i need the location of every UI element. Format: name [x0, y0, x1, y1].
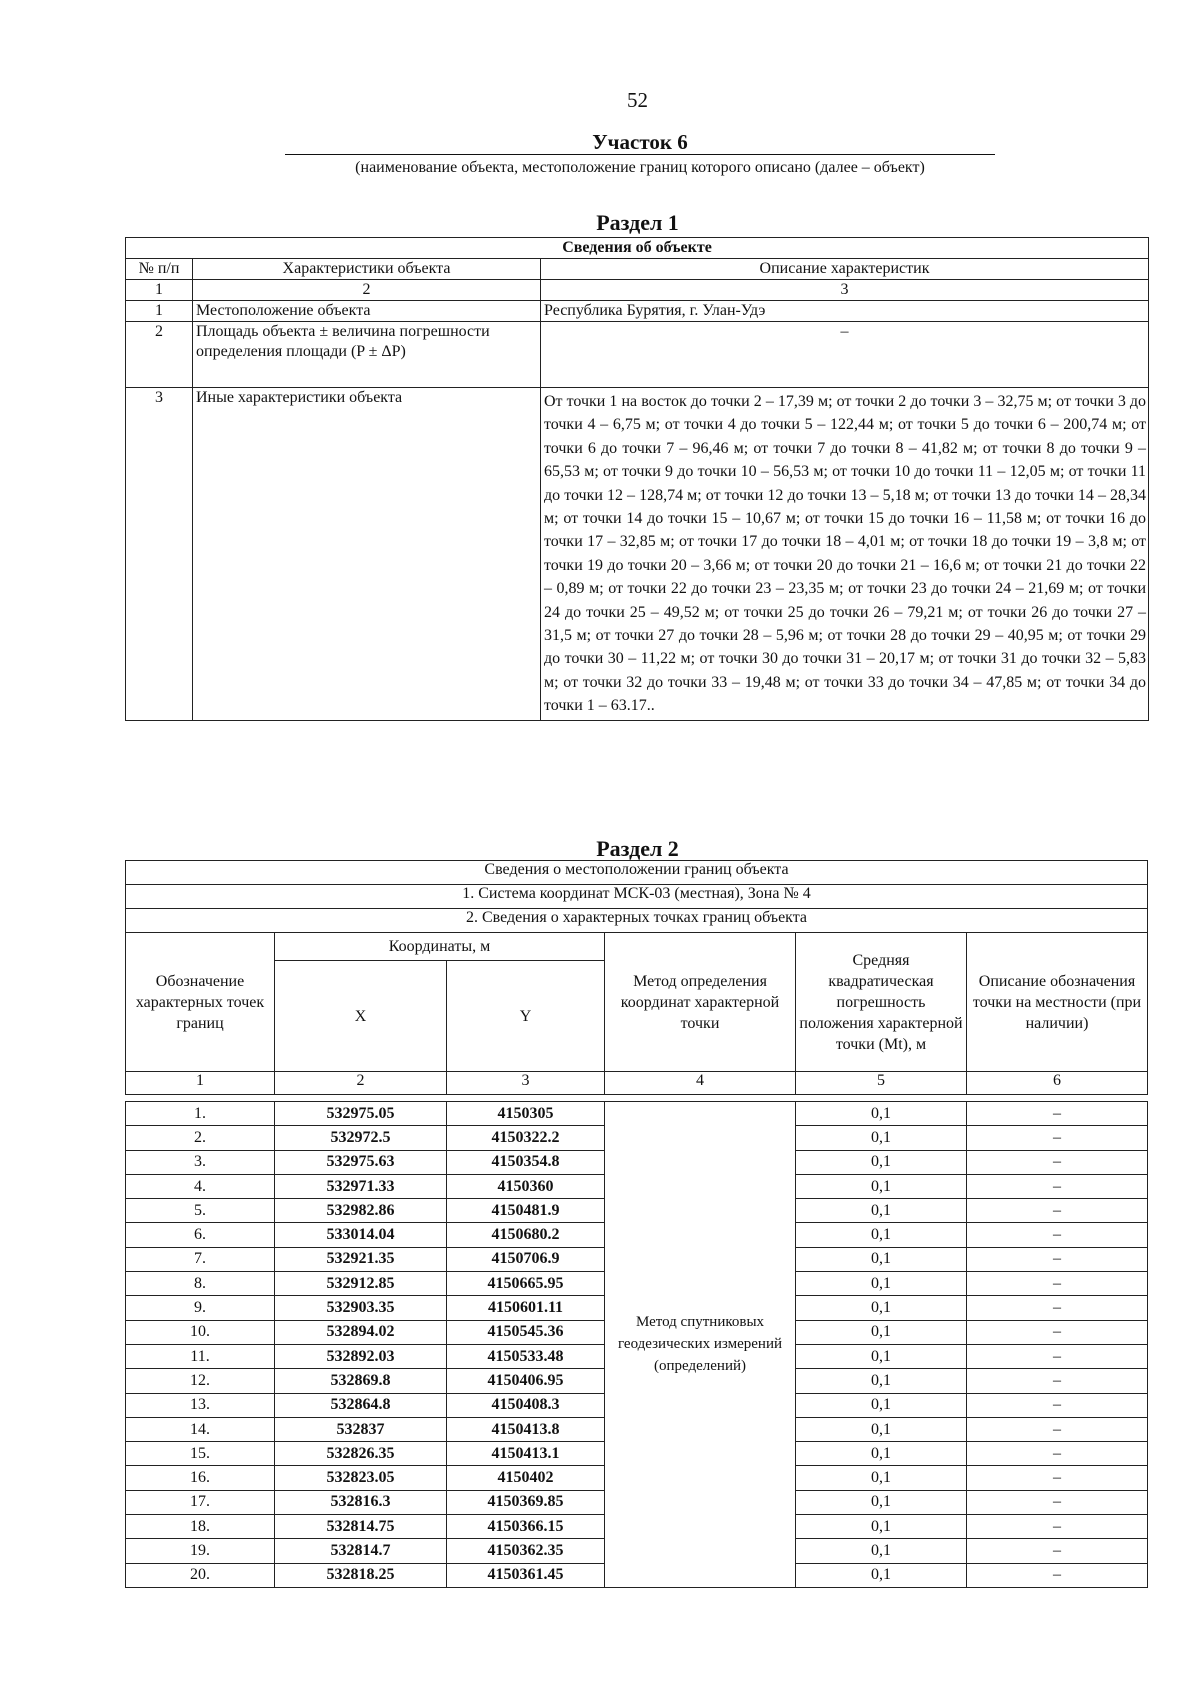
header-error: Средняя квадратическая погрешность положения характерной точки (Mt), м [796, 933, 967, 1072]
index-row [126, 280, 1149, 301]
point-error: 0,1 [796, 1199, 967, 1223]
point-description: – [967, 1563, 1148, 1587]
point-error: 0,1 [796, 1466, 967, 1490]
point-x: 532892.03 [275, 1344, 447, 1368]
point-error: 0,1 [796, 1344, 967, 1368]
point-description: – [967, 1126, 1148, 1150]
point-error: 0,1 [796, 1296, 967, 1320]
point-error: 0,1 [796, 1272, 967, 1296]
point-y: 4150322.2 [447, 1126, 605, 1150]
object-info-table [125, 237, 1149, 721]
point-number: 17. [126, 1490, 275, 1514]
point-x: 532903.35 [275, 1296, 447, 1320]
point-y: 4150408.3 [447, 1393, 605, 1417]
table-title: Сведения об объекте [126, 238, 1149, 259]
point-description: – [967, 1199, 1148, 1223]
point-error: 0,1 [796, 1247, 967, 1271]
point-x: 532894.02 [275, 1320, 447, 1344]
point-error: 0,1 [796, 1563, 967, 1587]
coord-system: 1. Система координат МСК-03 (местная), Зона № 4 [126, 885, 1148, 909]
point-y: 4150545.36 [447, 1320, 605, 1344]
point-y: 4150360 [447, 1174, 605, 1198]
point-description: – [967, 1515, 1148, 1539]
index-cell: 2 [275, 1072, 447, 1095]
col-header-characteristic: Характеристики объекта [193, 259, 541, 280]
point-x: 533014.04 [275, 1223, 447, 1247]
point-number: 6. [126, 1223, 275, 1247]
point-error: 0,1 [796, 1393, 967, 1417]
point-y: 4150665.95 [447, 1272, 605, 1296]
point-y: 4150481.9 [447, 1199, 605, 1223]
point-description: – [967, 1417, 1148, 1441]
point-x: 532912.85 [275, 1272, 447, 1296]
point-error: 0,1 [796, 1539, 967, 1563]
point-description: – [967, 1344, 1148, 1368]
point-y: 4150369.85 [447, 1490, 605, 1514]
point-y: 4150361.45 [447, 1563, 605, 1587]
point-error: 0,1 [796, 1442, 967, 1466]
header-description: Описание обозначения точки на местности (при наличии) [967, 933, 1148, 1072]
point-number: 4. [126, 1174, 275, 1198]
point-x: 532814.7 [275, 1539, 447, 1563]
point-description: – [967, 1174, 1148, 1198]
index-cell: 1 [126, 1072, 275, 1095]
point-description: – [967, 1102, 1148, 1126]
point-number: 13. [126, 1393, 275, 1417]
point-y: 4150533.48 [447, 1344, 605, 1368]
point-number: 14. [126, 1417, 275, 1441]
point-description: – [967, 1369, 1148, 1393]
header-x: X [275, 961, 447, 1072]
index-cell: 5 [796, 1072, 967, 1095]
object-subtitle: (наименование объекта, местоположение границ которого описано (далее – объект) [355, 159, 925, 176]
table-row [126, 301, 1149, 322]
page-number: 52 [627, 88, 648, 112]
row-name: Площадь объекта ± величина погрешности определения площади (P ± ΔP) [193, 322, 541, 388]
point-number: 16. [126, 1466, 275, 1490]
point-number: 12. [126, 1369, 275, 1393]
point-error: 0,1 [796, 1150, 967, 1174]
point-description: – [967, 1296, 1148, 1320]
method-cell: Метод спутниковых геодезических измерений (определений) [605, 1102, 796, 1588]
points-title: 2. Сведения о характерных точках границ объекта [126, 909, 1148, 933]
point-error: 0,1 [796, 1515, 967, 1539]
point-error: 0,1 [796, 1174, 967, 1198]
point-number: 2. [126, 1126, 275, 1150]
row-name: Местоположение объекта [193, 301, 541, 322]
point-number: 7. [126, 1247, 275, 1271]
point-number: 1. [126, 1102, 275, 1126]
point-description: – [967, 1442, 1148, 1466]
header-method: Метод определения координат характерной точки [605, 933, 796, 1072]
point-x: 532975.05 [275, 1102, 447, 1126]
index-cell: 1 [126, 280, 193, 301]
table-header-row [126, 259, 1149, 280]
point-y: 4150406.95 [447, 1369, 605, 1393]
point-number: 3. [126, 1150, 275, 1174]
point-y: 4150305 [447, 1102, 605, 1126]
point-x: 532921.35 [275, 1247, 447, 1271]
row-value: От точки 1 на восток до точки 2 – 17,39 м; от точки 2 до точки 3 – 32,75 м; от точки 3 до точки 4 – 6,75 м; от точки 4 до точки 5 – 122,44 м; от точки 5 до точки 6 – 200,74 м; от точки 6 до точки 7 – 96,46 м; от точки 7 до точки 8 – 41,82 м; от точки 8 до точки 9 – 65,53 м; от точки 9 до точки 10 – 56,53 м; от точки 10 до точки 11 – 12,05 м; от точки 11 до точки 12 – 128,74 м; от точки 12 до точки 13 – 5,18 м; от точки 13 до точки 14 – 28,34 м; от точки 14 до точки 15 – 10,67 м; от точки 15 до точки 16 – 11,58 м; от точки 16 до точки 17 – 32,85 м; от точки 17 до точки 18 – 4,01 м; от точки 18 до точки 19 – 3,8 м; от точки 19 до точки 20 – 3,66 м; от точки 20 до точки 21 – 16,6 м; от точки 21 до точки 22 – 0,89 м; от точки 22 до точки 23 – 23,35 м; от точки 23 до точки 24 – 21,69 м; от точки 24 до точки 25 – 49,52 м; от точки 25 до точки 26 – 79,21 м; от точки 26 до точки 27 – 31,5 м; от точки 27 до точки 28 – 5,96 м; от точки 28 до точки 29 – 40,95 м; от точки 29 до точки 30 – 11,22 м; от точки 30 до точки 31 – 20,17 м; от точки 31 до точки 32 – 5,83 м; от точки 32 до точки 33 – 19,48 м; от точки 33 до точки 34 – 47,85 м; от точки 34 до точки 1 – 63.17.. [541, 388, 1149, 721]
header-y: Y [447, 961, 605, 1072]
index-cell: 6 [967, 1072, 1148, 1095]
point-description: – [967, 1466, 1148, 1490]
point-x: 532816.3 [275, 1490, 447, 1514]
point-number: 8. [126, 1272, 275, 1296]
point-x: 532982.86 [275, 1199, 447, 1223]
point-number: 19. [126, 1539, 275, 1563]
index-cell: 3 [447, 1072, 605, 1095]
point-description: – [967, 1223, 1148, 1247]
point-y: 4150413.8 [447, 1417, 605, 1441]
point-y: 4150366.15 [447, 1515, 605, 1539]
point-x: 532814.75 [275, 1515, 447, 1539]
point-description: – [967, 1320, 1148, 1344]
points-table [125, 1101, 1148, 1588]
row-num: 1 [126, 301, 193, 322]
index-cell: 3 [541, 280, 1149, 301]
point-number: 15. [126, 1442, 275, 1466]
point-y: 4150402 [447, 1466, 605, 1490]
header-coords: Координаты, м [275, 933, 605, 961]
point-x: 532972.5 [275, 1126, 447, 1150]
point-description: – [967, 1150, 1148, 1174]
point-x: 532971.33 [275, 1174, 447, 1198]
col-header-num: № п/п [126, 259, 193, 280]
point-y: 4150413.1 [447, 1442, 605, 1466]
point-error: 0,1 [796, 1223, 967, 1247]
table-row [126, 322, 1149, 388]
row-name: Иные характеристики объекта [193, 388, 541, 721]
point-description: – [967, 1272, 1148, 1296]
point-y: 4150601.11 [447, 1296, 605, 1320]
point-x: 532818.25 [275, 1563, 447, 1587]
point-y: 4150354.8 [447, 1150, 605, 1174]
row-value: Республика Бурятия, г. Улан-Удэ [541, 301, 1149, 322]
point-description: – [967, 1539, 1148, 1563]
row-num: 2 [126, 322, 193, 388]
table-row [126, 1102, 1148, 1126]
point-description: – [967, 1490, 1148, 1514]
point-error: 0,1 [796, 1369, 967, 1393]
point-number: 10. [126, 1320, 275, 1344]
point-x: 532823.05 [275, 1466, 447, 1490]
point-number: 20. [126, 1563, 275, 1587]
point-description: – [967, 1247, 1148, 1271]
point-y: 4150680.2 [447, 1223, 605, 1247]
point-error: 0,1 [796, 1417, 967, 1441]
point-error: 0,1 [796, 1102, 967, 1126]
point-y: 4150362.35 [447, 1539, 605, 1563]
col-header-description: Описание характеристик [541, 259, 1149, 280]
point-x: 532864.8 [275, 1393, 447, 1417]
index-cell: 4 [605, 1072, 796, 1095]
point-x: 532837 [275, 1417, 447, 1441]
point-description: – [967, 1393, 1148, 1417]
point-error: 0,1 [796, 1126, 967, 1150]
point-x: 532975.63 [275, 1150, 447, 1174]
point-x: 532826.35 [275, 1442, 447, 1466]
boundary-table-title: Сведения о местоположении границ объекта [126, 861, 1148, 885]
header-designation: Обозначение характерных точек границ [126, 933, 275, 1072]
object-title: Участок 6 [285, 130, 995, 155]
point-error: 0,1 [796, 1490, 967, 1514]
boundary-header-table [125, 860, 1148, 1095]
point-x: 532869.8 [275, 1369, 447, 1393]
table-title-row [126, 238, 1149, 259]
point-y: 4150706.9 [447, 1247, 605, 1271]
point-number: 5. [126, 1199, 275, 1223]
section2-title: Раздел 2 [596, 836, 679, 861]
point-number: 18. [126, 1515, 275, 1539]
table-row [126, 388, 1149, 721]
row-num: 3 [126, 388, 193, 721]
index-cell: 2 [193, 280, 541, 301]
section1-title: Раздел 1 [596, 210, 679, 235]
point-error: 0,1 [796, 1320, 967, 1344]
point-number: 9. [126, 1296, 275, 1320]
point-number: 11. [126, 1344, 275, 1368]
row-value: – [541, 322, 1149, 388]
